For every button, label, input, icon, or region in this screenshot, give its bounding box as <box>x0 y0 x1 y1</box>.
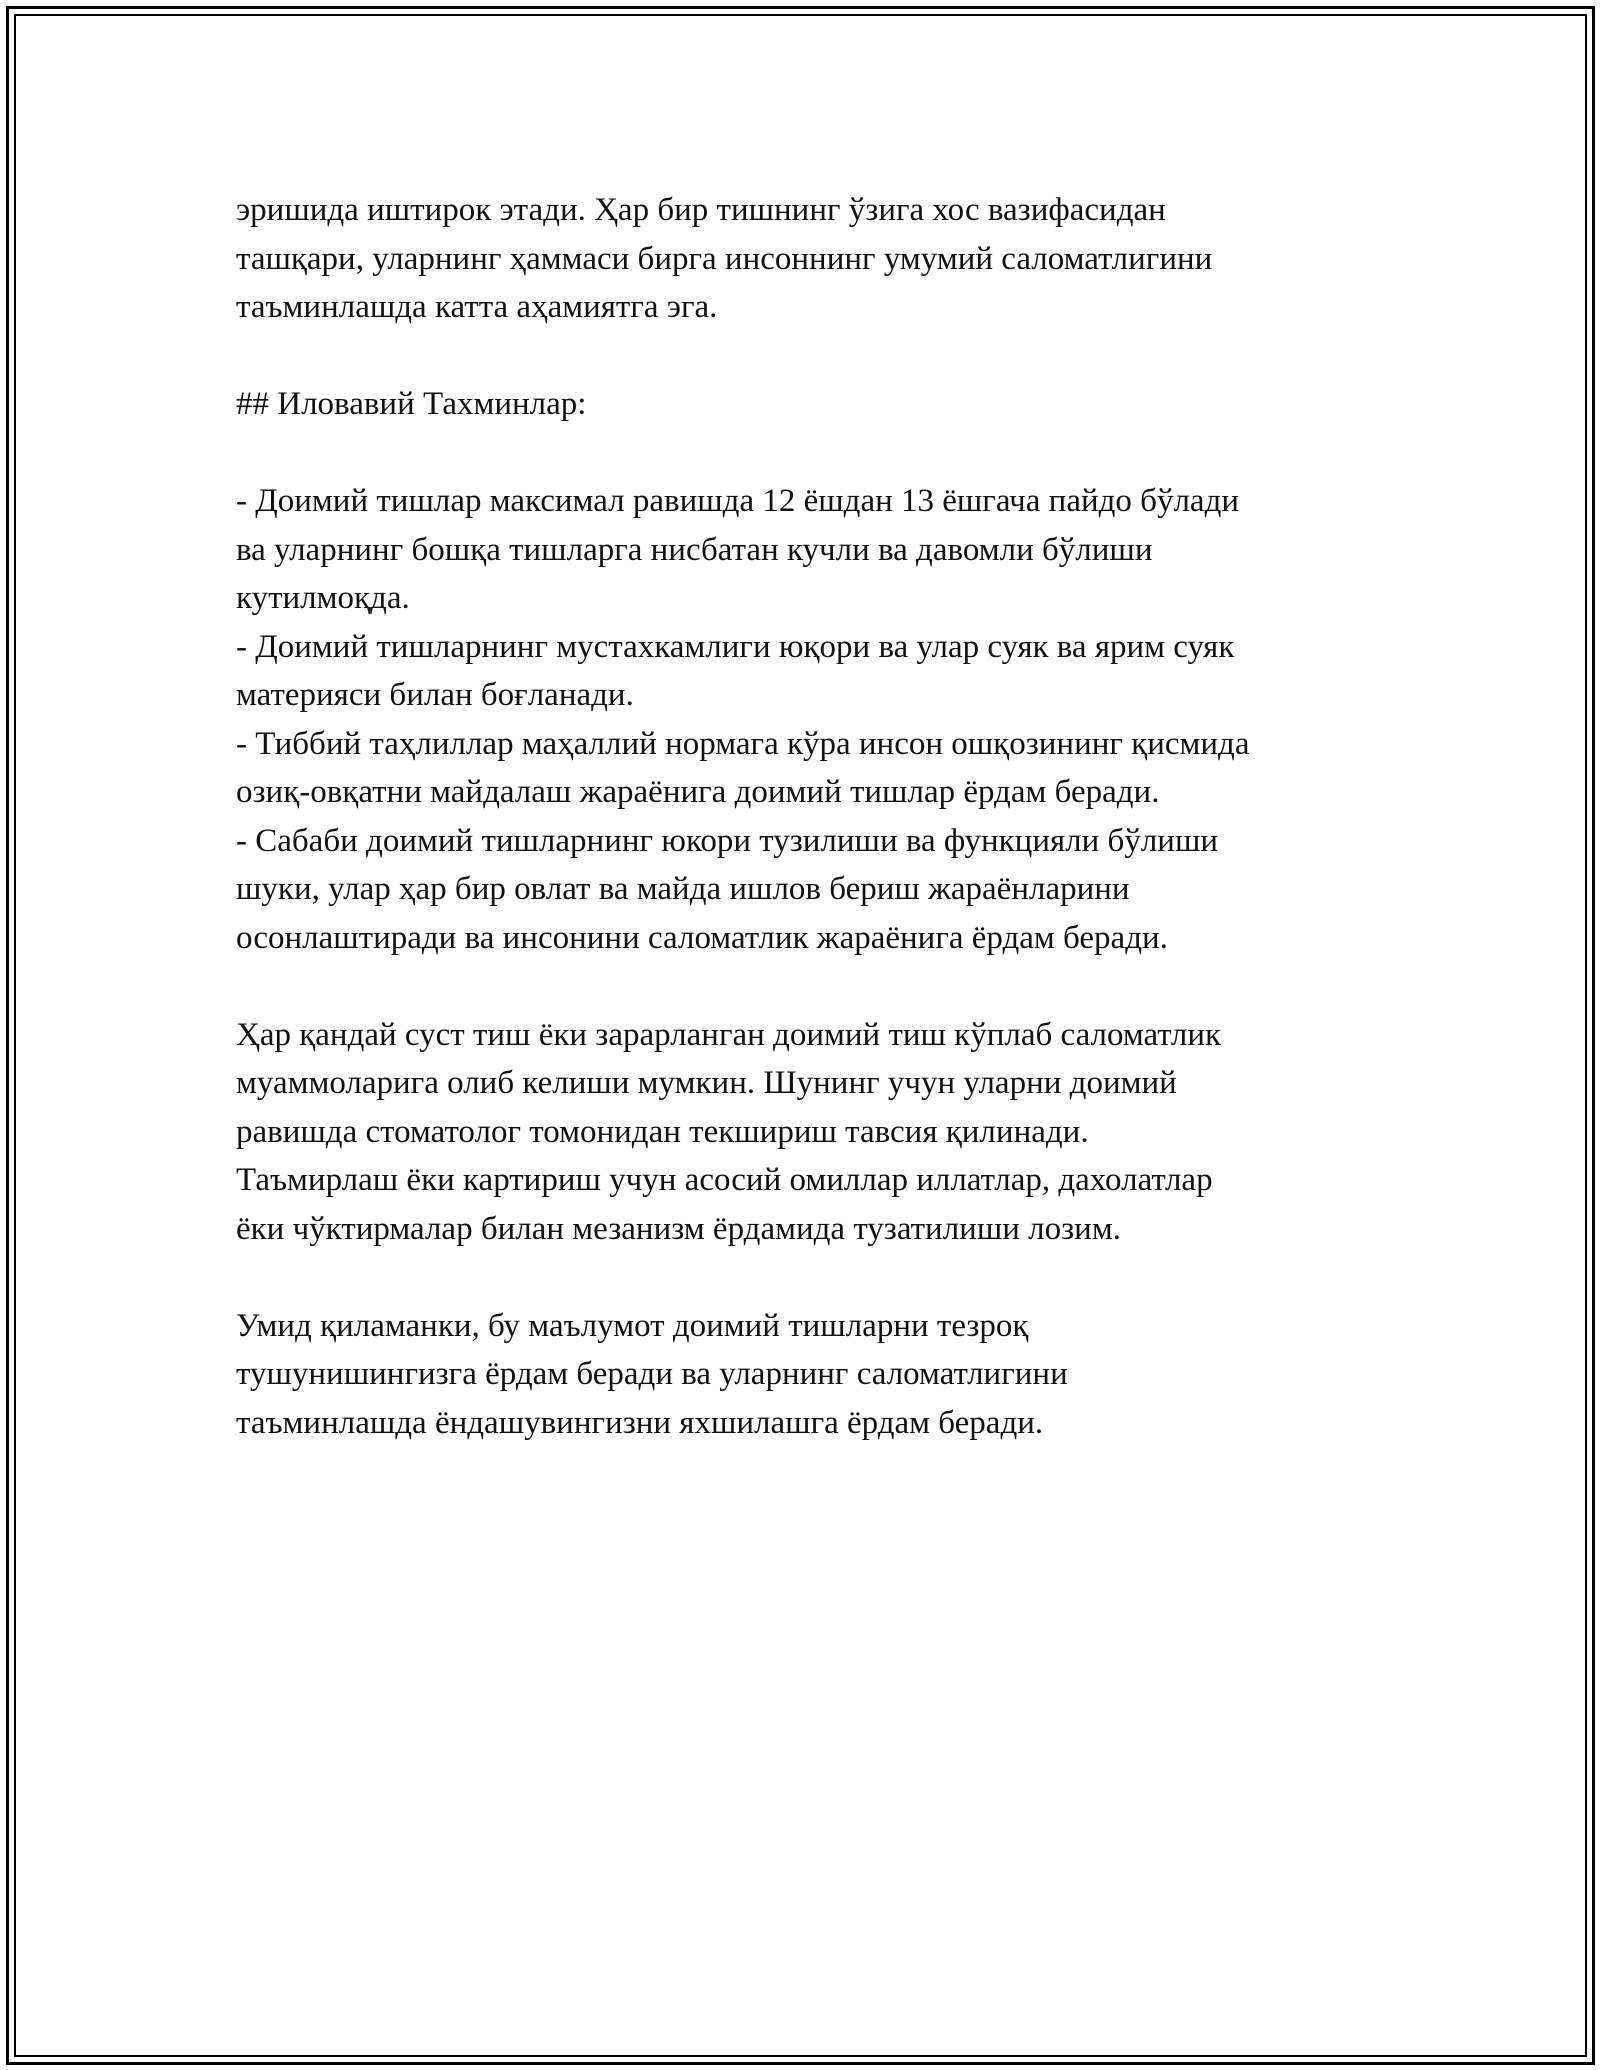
paragraph-spacer <box>236 962 1416 1011</box>
body-paragraph: Ҳар қандай суст тиш ёки зарарланган доимий тиш кўплаб саломатлик муаммоларига олиб келиши мумкин. Шунинг учун уларни доимий равишда стоматолог томонидан текшириш тавсия қилинади. Таъмирлаш ёки картириш учун асосий омиллар иллатлар, дахолатлар ёки чўктирмалар билан мезанизм ёрдамида тузатилиши лозим. <box>236 1016 1222 1247</box>
bullet-item: - Тиббий таҳлиллар маҳаллий нормага кўра инсон ошқозининг қисмида озиқ-овқатни майдалаш жараёнига доимий тишлар ёрдам беради. <box>236 725 1250 810</box>
bullet-item: - Доимий тишларнинг мустахкамлиги юқори ва улар суяк ва ярим суяк материяси билан боғланади. <box>236 628 1235 713</box>
section-heading: ## Иловавий Тахминлар: <box>236 386 587 422</box>
paragraph-spacer <box>236 1253 1416 1302</box>
document-body <box>236 186 1416 1447</box>
paragraph-spacer <box>236 332 1416 381</box>
bullet-item: - Сабаби доимий тишларнинг юкори тузилиши ва функцияли бўлиши шуки, улар ҳар бир овлат ва майда ишлов бериш жараёнларини осонлаштиради ва инсонини саломатлик жараёнига ёрдам беради. <box>236 822 1219 956</box>
bullet-item: - Доимий тишлар максимал равишда 12 ёшдан 13 ёшгача пайдо бўлади ва уларнинг бошқа тишларга нисбатан кучли ва давомли бўлиши кутилмоқда. <box>236 483 1240 616</box>
intro-paragraph: эришида иштирок этади. Ҳар бир тишнинг ўзига хос вазифасидан ташқари, уларнинг ҳаммаси бирга инсоннинг умумий саломатлигини таъминлашда катта аҳамиятга эга. <box>236 192 1213 325</box>
paragraph-spacer <box>236 429 1416 478</box>
closing-paragraph: Умид қиламанки, бу маълумот доимий тишларни тезроқ тушунишингизга ёрдам беради ва уларнинг саломатлигини таъминлашда ёндашувингизни яхшилашга ёрдам беради. <box>236 1307 1068 1441</box>
